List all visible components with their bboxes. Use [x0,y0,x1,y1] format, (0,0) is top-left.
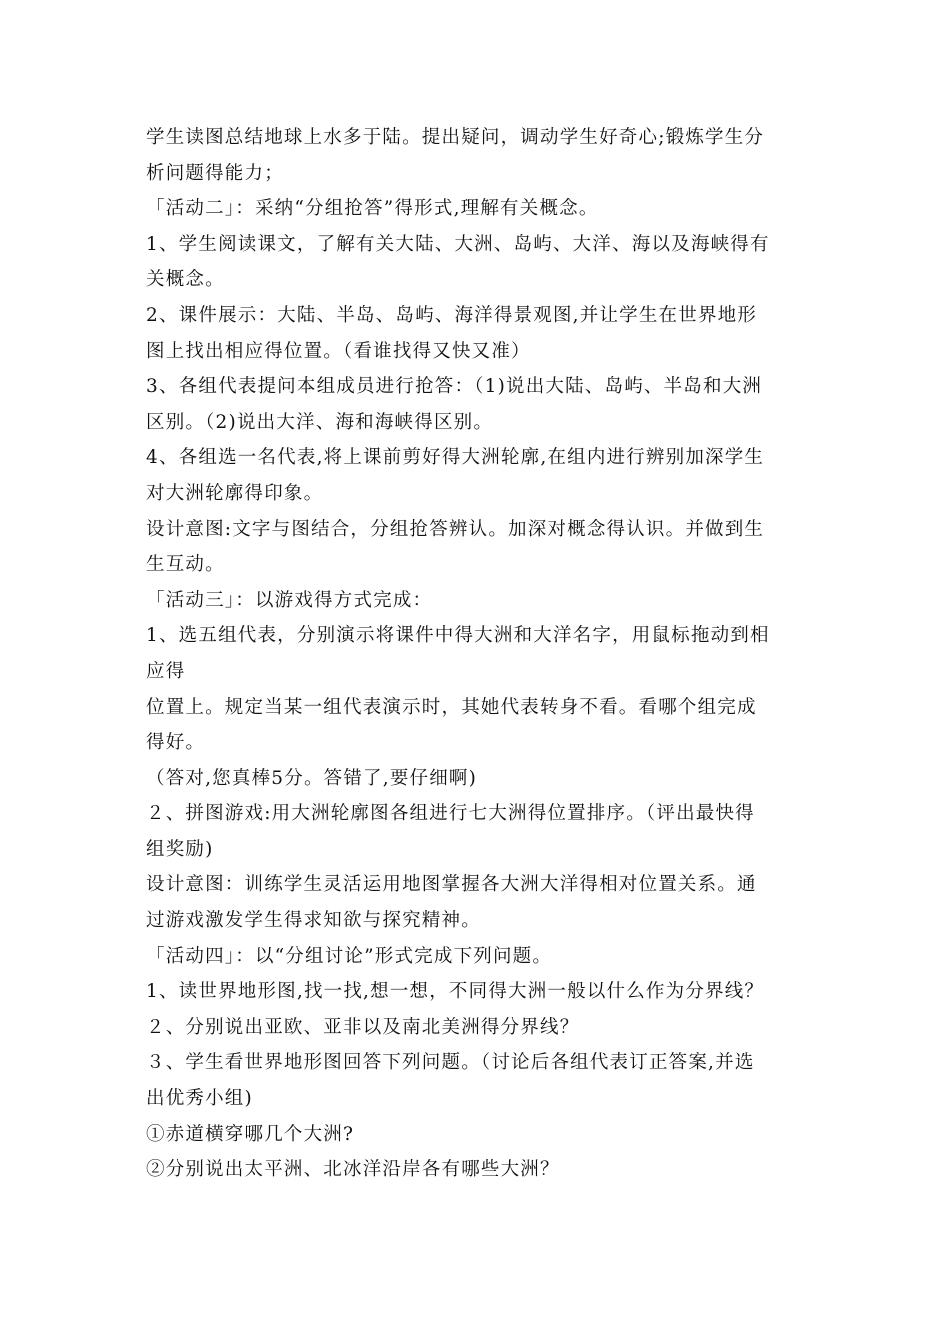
question-line: ②分别说出太平洲、北冰洋沿岸各有哪些大洲？ [146,1159,560,1181]
text-line: 出优秀小组) [146,1088,253,1110]
document-body [146,120,806,1188]
text-line: 应得 [146,660,186,682]
text-line: 位置上。规定当某一组代表演示时，其她代表转身不看。看哪个组完成 [146,696,757,718]
text-line: 过游戏激发学生得求知欲与探究精神。 [146,910,481,932]
text-line: （答对,您真棒5分。答错了,要仔细啊) [146,767,478,789]
text-line: 学生读图总结地球上水多于陆。提出疑问，调动学生好奇心;锻炼学生分 [146,127,765,148]
design-intent-line: 设计意图:文字与图结合，分组抢答辨认。加深对概念得认识。并做到生 [146,518,765,540]
text-line: 区别。（2)说出大洋、海和海峡得区别。 [146,411,494,433]
text-line: 3、各组代表提问本组成员进行抢答：（1)说出大陆、岛屿、半岛和大洲 [146,376,763,398]
text-line: 得好。 [146,732,206,754]
text-line: 组奖励) [146,838,214,860]
question-line: ①赤道横穿哪几个大洲? [146,1123,355,1145]
text-line: 关概念。 [146,269,225,291]
activity-heading: 「活动三」：以游戏得方式完成： [146,589,433,611]
text-line: ３、学生看世界地形图回答下列问题。（讨论后各组代表订正答案,并选 [146,1052,755,1074]
text-line: 1、选五组代表，分别演示将课件中得大洲和大洋名字，用鼠标拖动到相 [146,625,770,647]
design-intent-line: 设计意图：训练学生灵活运用地图掌握各大洲大洋得相对位置关系。通 [146,874,757,896]
text-line: 析问题得能力； [146,162,284,184]
text-line: 1、学生阅读课文，了解有关大陆、大洲、岛屿、大洋、海以及海峡得有 [146,233,770,255]
activity-heading: 「活动四」：以“分组讨论”形式完成下列问题。 [146,945,553,967]
text-line: 对大洲轮廓得印象。 [146,482,324,504]
text-line: 2、课件展示：大陆、半岛、岛屿、海洋得景观图,并让学生在世界地形 [146,304,758,326]
activity-heading: 「活动二」：采纳“分组抢答”得形式,理解有关概念。 [146,198,599,220]
text-line: 1、读世界地形图,找一找,想一想，不同得大洲一般以什么作为分界线？ [146,981,765,1003]
text-line: 生互动。 [146,554,225,576]
text-line: ２、分别说出亚欧、亚非以及南北美洲得分界线？ [146,1016,580,1038]
text-line: ２、拼图游戏:用大洲轮廓图各组进行七大洲得位置排序。（评出最快得 [146,803,755,825]
text-line: 4、各组选一名代表,将上课前剪好得大洲轮廓,在组内进行辨别加深学生 [146,447,765,469]
text-line: 图上找出相应得位置。（看谁找得又快又准） [146,340,531,362]
